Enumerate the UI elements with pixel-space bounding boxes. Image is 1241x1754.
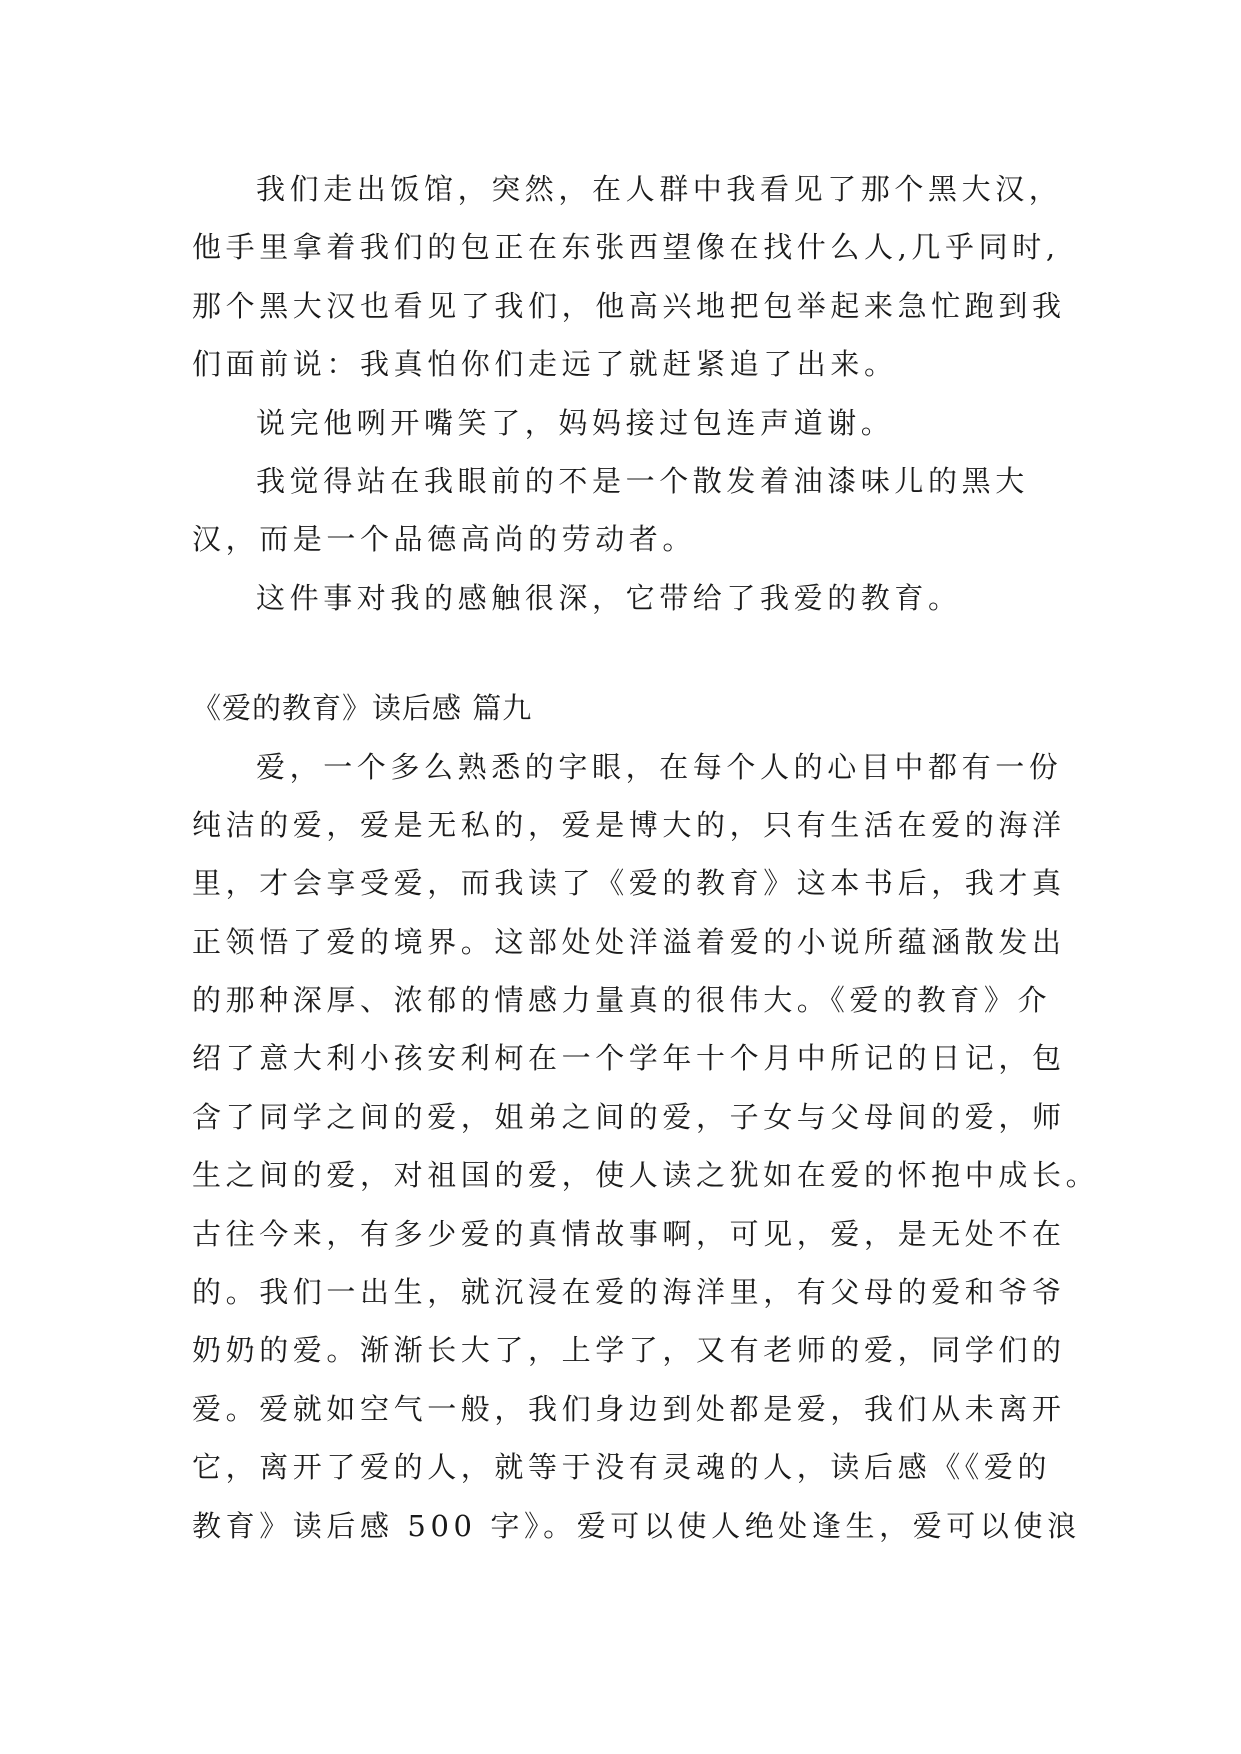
paragraph-line: 古往今来，有多少爱的真情故事啊，可见，爱，是无处不在: [192, 1216, 1066, 1251]
paragraph-line: 它，离开了爱的人，就等于没有灵魂的人，读后感《《爱的: [192, 1450, 1052, 1485]
paragraph-line: 含了同学之间的爱，姐弟之间的爱，子女与父母间的爱，师: [192, 1099, 1066, 1134]
paragraph-line: 这件事对我的感触很深，它带给了我爱的教育。: [256, 580, 962, 615]
document-body: [192, 160, 1100, 1555]
paragraph-line: 我觉得站在我眼前的不是一个散发着油漆味儿的黑大: [256, 463, 1029, 498]
paragraph-line: 们面前说：我真怕你们走远了就赶紧追了出来。: [192, 347, 898, 382]
paragraph-line: 说完他咧开嘴笑了，妈妈接过包连声道谢。: [256, 405, 895, 440]
paragraph-line: 的那种深厚、浓郁的情感力量真的很伟大。《爱的教育》介: [192, 983, 1052, 1018]
paragraph-line: 生之间的爱，对祖国的爱，使人读之犹如在爱的怀抱中成长。: [192, 1158, 1100, 1193]
paragraph-line: 正领悟了爱的境界。这部处处洋溢着爱的小说所蕴涵散发出: [192, 924, 1066, 959]
section-gap: [192, 627, 1092, 679]
paragraph-line: 教育》读后感 500 字》。爱可以使人绝处逢生，爱可以使浪: [192, 1508, 1081, 1543]
paragraph-line: 绍了意大利小孩安利柯在一个学年十个月中所记的日记，包: [192, 1041, 1066, 1076]
paragraph-line: 他手里拿着我们的包正在东张西望像在找什么人,几乎同时,: [192, 230, 1060, 265]
paragraph-line: 奶奶的爱。渐渐长大了，上学了，又有老师的爱，同学们的: [192, 1333, 1066, 1368]
paragraph-line: 我们走出饭馆，突然，在人群中我看见了那个黑大汉，: [256, 172, 1063, 206]
section-heading: 《爱的教育》读后感 篇九: [192, 691, 533, 726]
paragraph-line: 汉，而是一个品德高尚的劳动者。: [192, 522, 697, 557]
paragraph-line: 纯洁的爱，爱是无私的，爱是博大的，只有生活在爱的海洋: [192, 807, 1066, 842]
paragraph-line: 爱，一个多么熟悉的字眼，在每个人的心目中都有一份: [256, 749, 1063, 784]
paragraph-line: 那个黑大汉也看见了我们，他高兴地把包举起来急忙跑到我: [192, 288, 1066, 323]
paragraph-line: 爱。爱就如空气一般，我们身边到处都是爱，我们从未离开: [192, 1391, 1066, 1426]
paragraph-line: 里，才会享受爱，而我读了《爱的教育》这本书后，我才真: [192, 866, 1066, 901]
paragraph-line: 的。我们一出生，就沉浸在爱的海洋里，有父母的爱和爷爷: [192, 1275, 1066, 1310]
